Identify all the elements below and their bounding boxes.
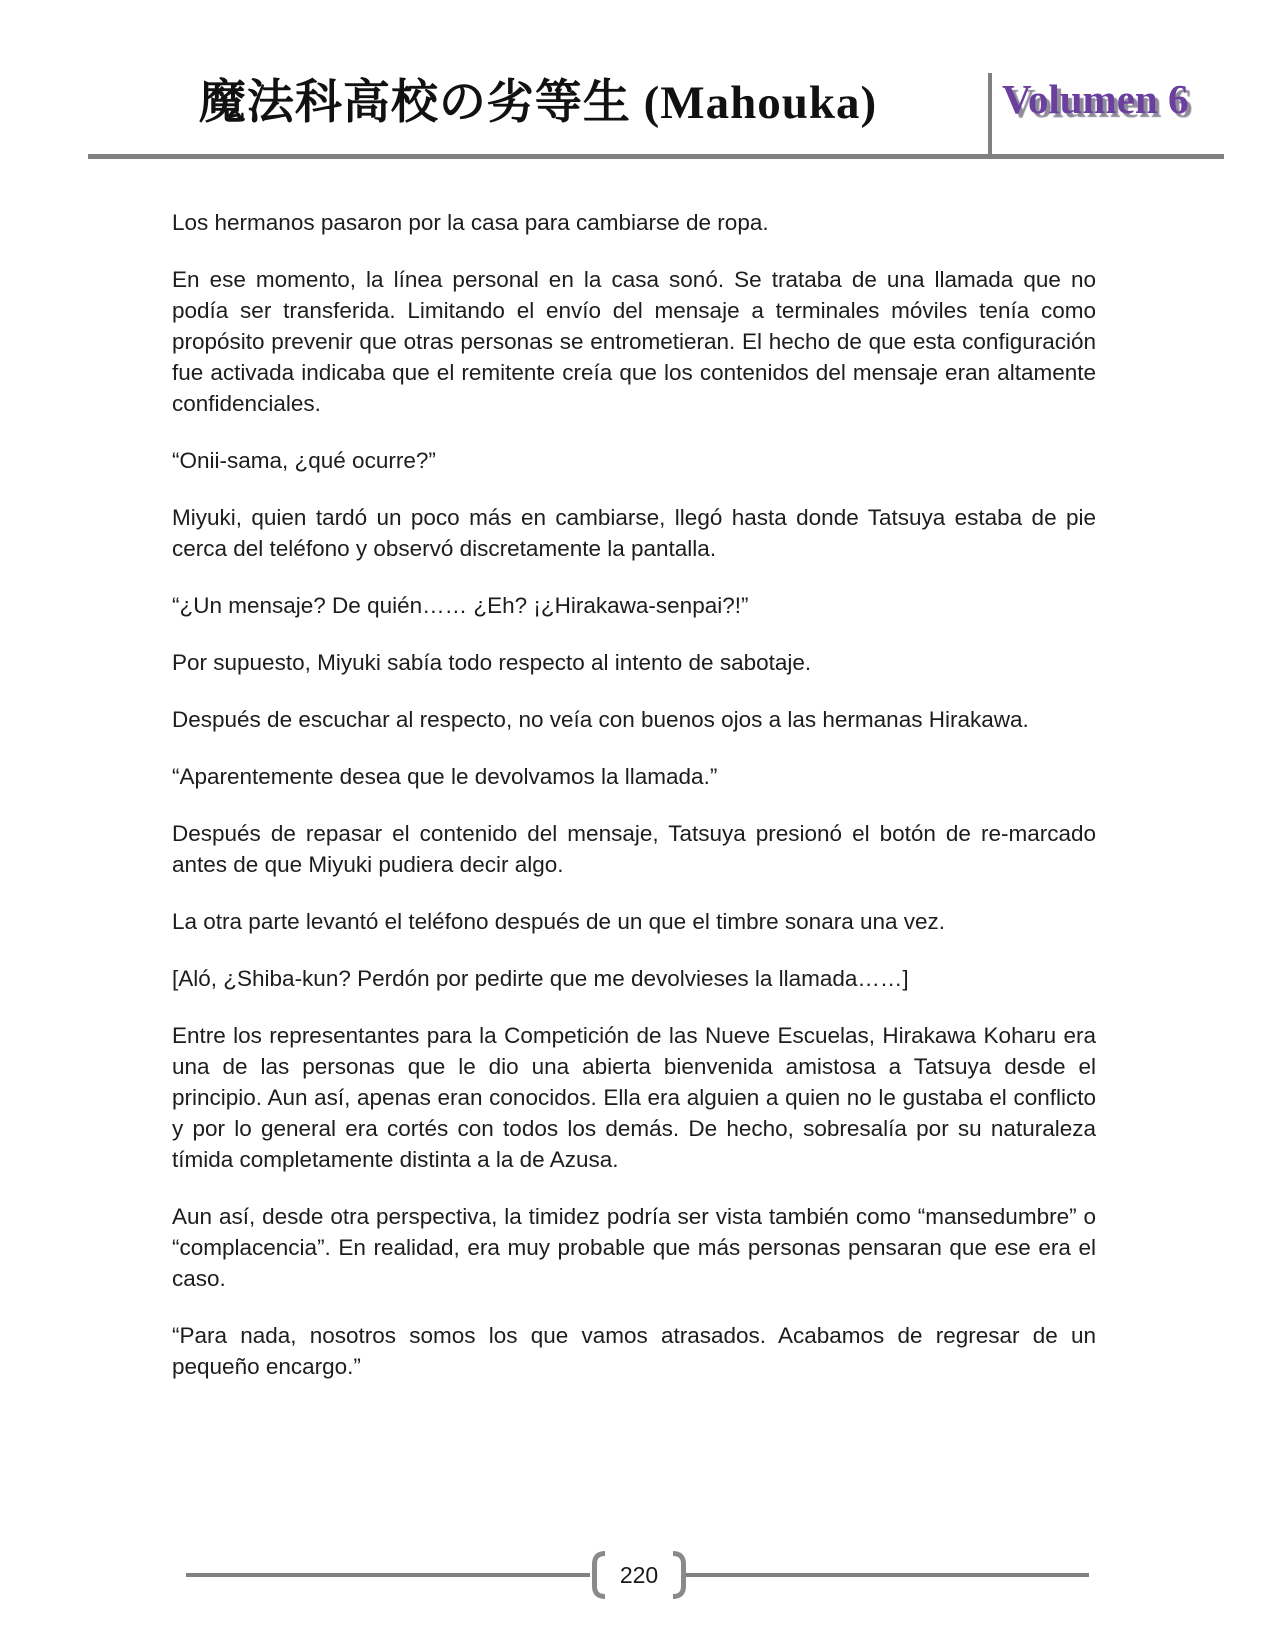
paragraph: Aun así, desde otra perspectiva, la timidez podría ser vista también como “mansedumbre” o “complacencia”. En realidad, era muy probable que más personas pensaran que ese era el caso. bbox=[172, 1204, 1096, 1291]
paragraph: “Onii-sama, ¿qué ocurre?” bbox=[172, 448, 436, 473]
page-number-left-bracket-icon bbox=[590, 1550, 608, 1600]
paragraph: Entre los representantes para la Competición de las Nueve Escuelas, Hirakawa Koharu era una de las personas que le dio una abierta bienvenida amistosa a Tatsuya desde el principio. Aun así, apenas eran conocidos. Ella era alguien a quien no le gustaba el conflicto y por lo general era cortés con todos los demás. De hecho, sobresalía por su naturaleza tímida completamente distinta a la de Azusa. bbox=[172, 1023, 1096, 1172]
paragraph: Miyuki, quien tardó un poco más en cambiarse, llegó hasta donde Tatsuya estaba de pie cerca del teléfono y observó discretamente la pantalla. bbox=[172, 505, 1096, 561]
paragraph: Después de repasar el contenido del mensaje, Tatsuya presionó el botón de re-marcado antes de que Miyuki pudiera decir algo. bbox=[172, 821, 1096, 877]
body-text bbox=[172, 207, 1096, 1408]
paragraph: [Aló, ¿Shiba-kun? Perdón por pedirte que me devolvieses la llamada……] bbox=[172, 966, 909, 991]
footer-left-line bbox=[186, 1573, 590, 1577]
footer-right-line bbox=[685, 1573, 1089, 1577]
header-vertical-divider bbox=[988, 73, 992, 158]
paragraph: La otra parte levantó el teléfono después de un que el timbre sonara una vez. bbox=[172, 909, 946, 934]
paragraph: “¿Un mensaje? De quién…… ¿Eh? ¡¿Hirakawa-senpai?!” bbox=[172, 593, 749, 618]
page-number: 220 bbox=[619, 1562, 659, 1588]
paragraph: Por supuesto, Miyuki sabía todo respecto al intento de sabotaje. bbox=[172, 650, 812, 675]
paragraph: “Para nada, nosotros somos los que vamos atrasados. Acabamos de regresar de un pequeño encargo.” bbox=[172, 1323, 1096, 1379]
volume-label: Volumen 6 bbox=[1002, 76, 1189, 122]
page-title: 魔法科高校の劣等生 (Mahouka) bbox=[198, 77, 878, 129]
paragraph: Los hermanos pasaron por la casa para cambiarse de ropa. bbox=[172, 210, 769, 235]
paragraph: En ese momento, la línea personal en la casa sonó. Se trataba de una llamada que no podía ser transferida. Limitando el envío del mensaje a terminales móviles tenía como propósito prevenir que otras personas se entrometieran. El hecho de que esta configuración fue activada indicaba que el remitente creía que los contenidos del mensaje eran altamente confidenciales. bbox=[172, 267, 1096, 416]
header-rule bbox=[88, 154, 1224, 159]
paragraph: Después de escuchar al respecto, no veía con buenos ojos a las hermanas Hirakawa. bbox=[172, 707, 1029, 732]
paragraph: “Aparentemente desea que le devolvamos la llamada.” bbox=[172, 764, 718, 789]
